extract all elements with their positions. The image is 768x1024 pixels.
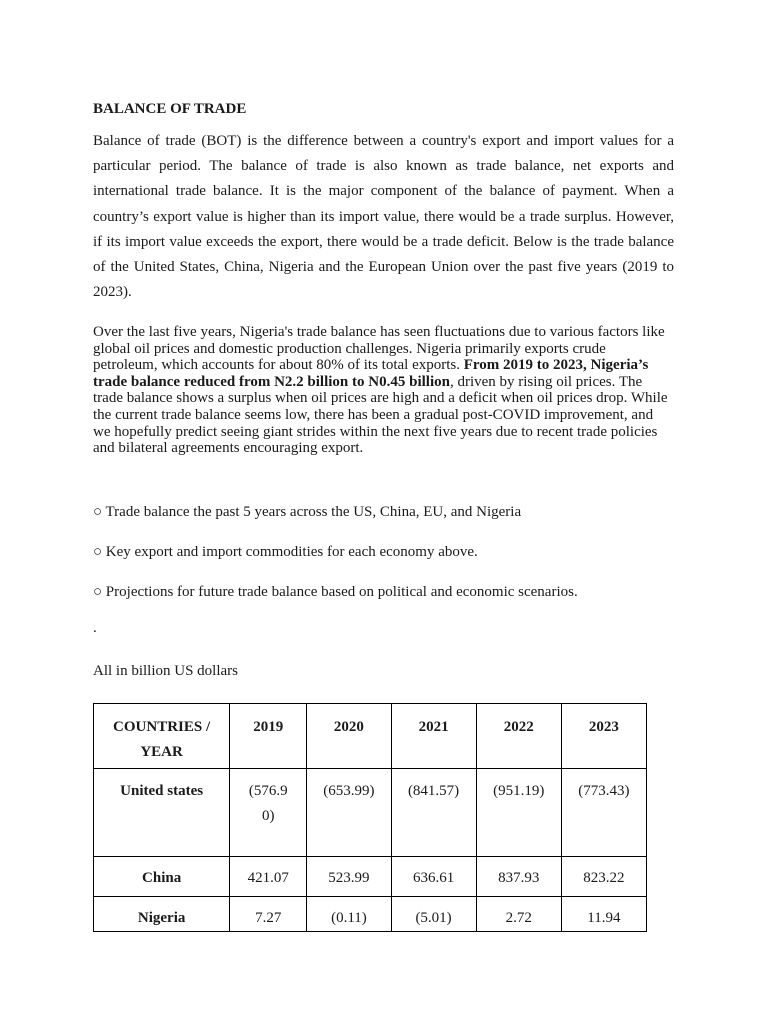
country-cell: Nigeria [94,897,230,932]
table-row [94,897,647,932]
value-cell: (951.19) [476,769,561,857]
trade-balance-table [93,703,647,932]
header-countries-year: COUNTRIES / YEAR [94,704,230,769]
intro-paragraph: Balance of trade (BOT) is the difference between a country's export and import values for a particular period. The balance of trade is also known as trade balance, net exports and international trade balance. It is the major component of the balance of payment. When a country’s export value is higher than its import value, there would be a trade surplus. However, if its import value exceeds the export, there would be a trade deficit. Below is the trade balance of the United States, China, Nigeria and the European Union over the past five years (2019 to 2023). [93,133,674,301]
nigeria-paragraph-text-2: , driven by rising oil prices. The trade balance shows a surplus when oil prices are high and a deficit when oil prices drop. While the current trade balance seems low, there has been a gradual post-COVID improvement, and we hopefully predict seeing giant strides within the next five years due to recent trade policies and bilateral agreements encouraging export. [93,373,668,457]
value-cell: (841.57) [391,769,476,857]
value-cell: 421.07 [230,857,307,897]
table-row [94,769,647,857]
value-cell: 7.27 [230,897,307,932]
country-cell: China [94,857,230,897]
units-note: All in billion US dollars [93,663,239,679]
value-cell: 523.99 [307,857,391,897]
header-year: 2019 [230,704,307,769]
value-cell: (0.11) [307,897,391,932]
nigeria-paragraph-text-1: Over the last five years, Nigeria's trade balance has seen fluctuations due to various factors like global oil prices and domestic production challenges. Nigeria primarily exports crude petroleum, which accounts for about 80% of its total exports. [93,324,665,374]
value-cell: (5.01) [391,897,476,932]
nigeria-paragraph-bold: From 2019 to 2023, Nigeria’s trade balance reduced from N2.2 billion to N0.45 billion [93,357,649,390]
value-cell: 636.61 [391,857,476,897]
header-year: 2022 [476,704,561,769]
bullet-item: ○ Key export and import commodities for each economy above. [93,544,478,560]
stray-dot: . [93,620,97,636]
header-year: 2021 [391,704,476,769]
value-cell: 837.93 [476,857,561,897]
value-cell: 2.72 [476,897,561,932]
value-cell: (773.43) [561,769,646,857]
value-cell: 11.94 [561,897,646,932]
table-row [94,857,647,897]
value-cell: 823.22 [561,857,646,897]
value-cell: (653.99) [307,769,391,857]
bullet-item: ○ Projections for future trade balance based on political and economic scenarios. [93,584,578,600]
value-cell: (576.90) [230,769,307,857]
table-header-row [94,704,647,769]
section-heading: BALANCE OF TRADE [93,101,247,117]
header-year: 2023 [561,704,646,769]
country-cell: United states [94,769,230,857]
nigeria-paragraph [93,324,674,457]
bullet-item: ○ Trade balance the past 5 years across the US, China, EU, and Nigeria [93,504,522,520]
header-year: 2020 [307,704,391,769]
